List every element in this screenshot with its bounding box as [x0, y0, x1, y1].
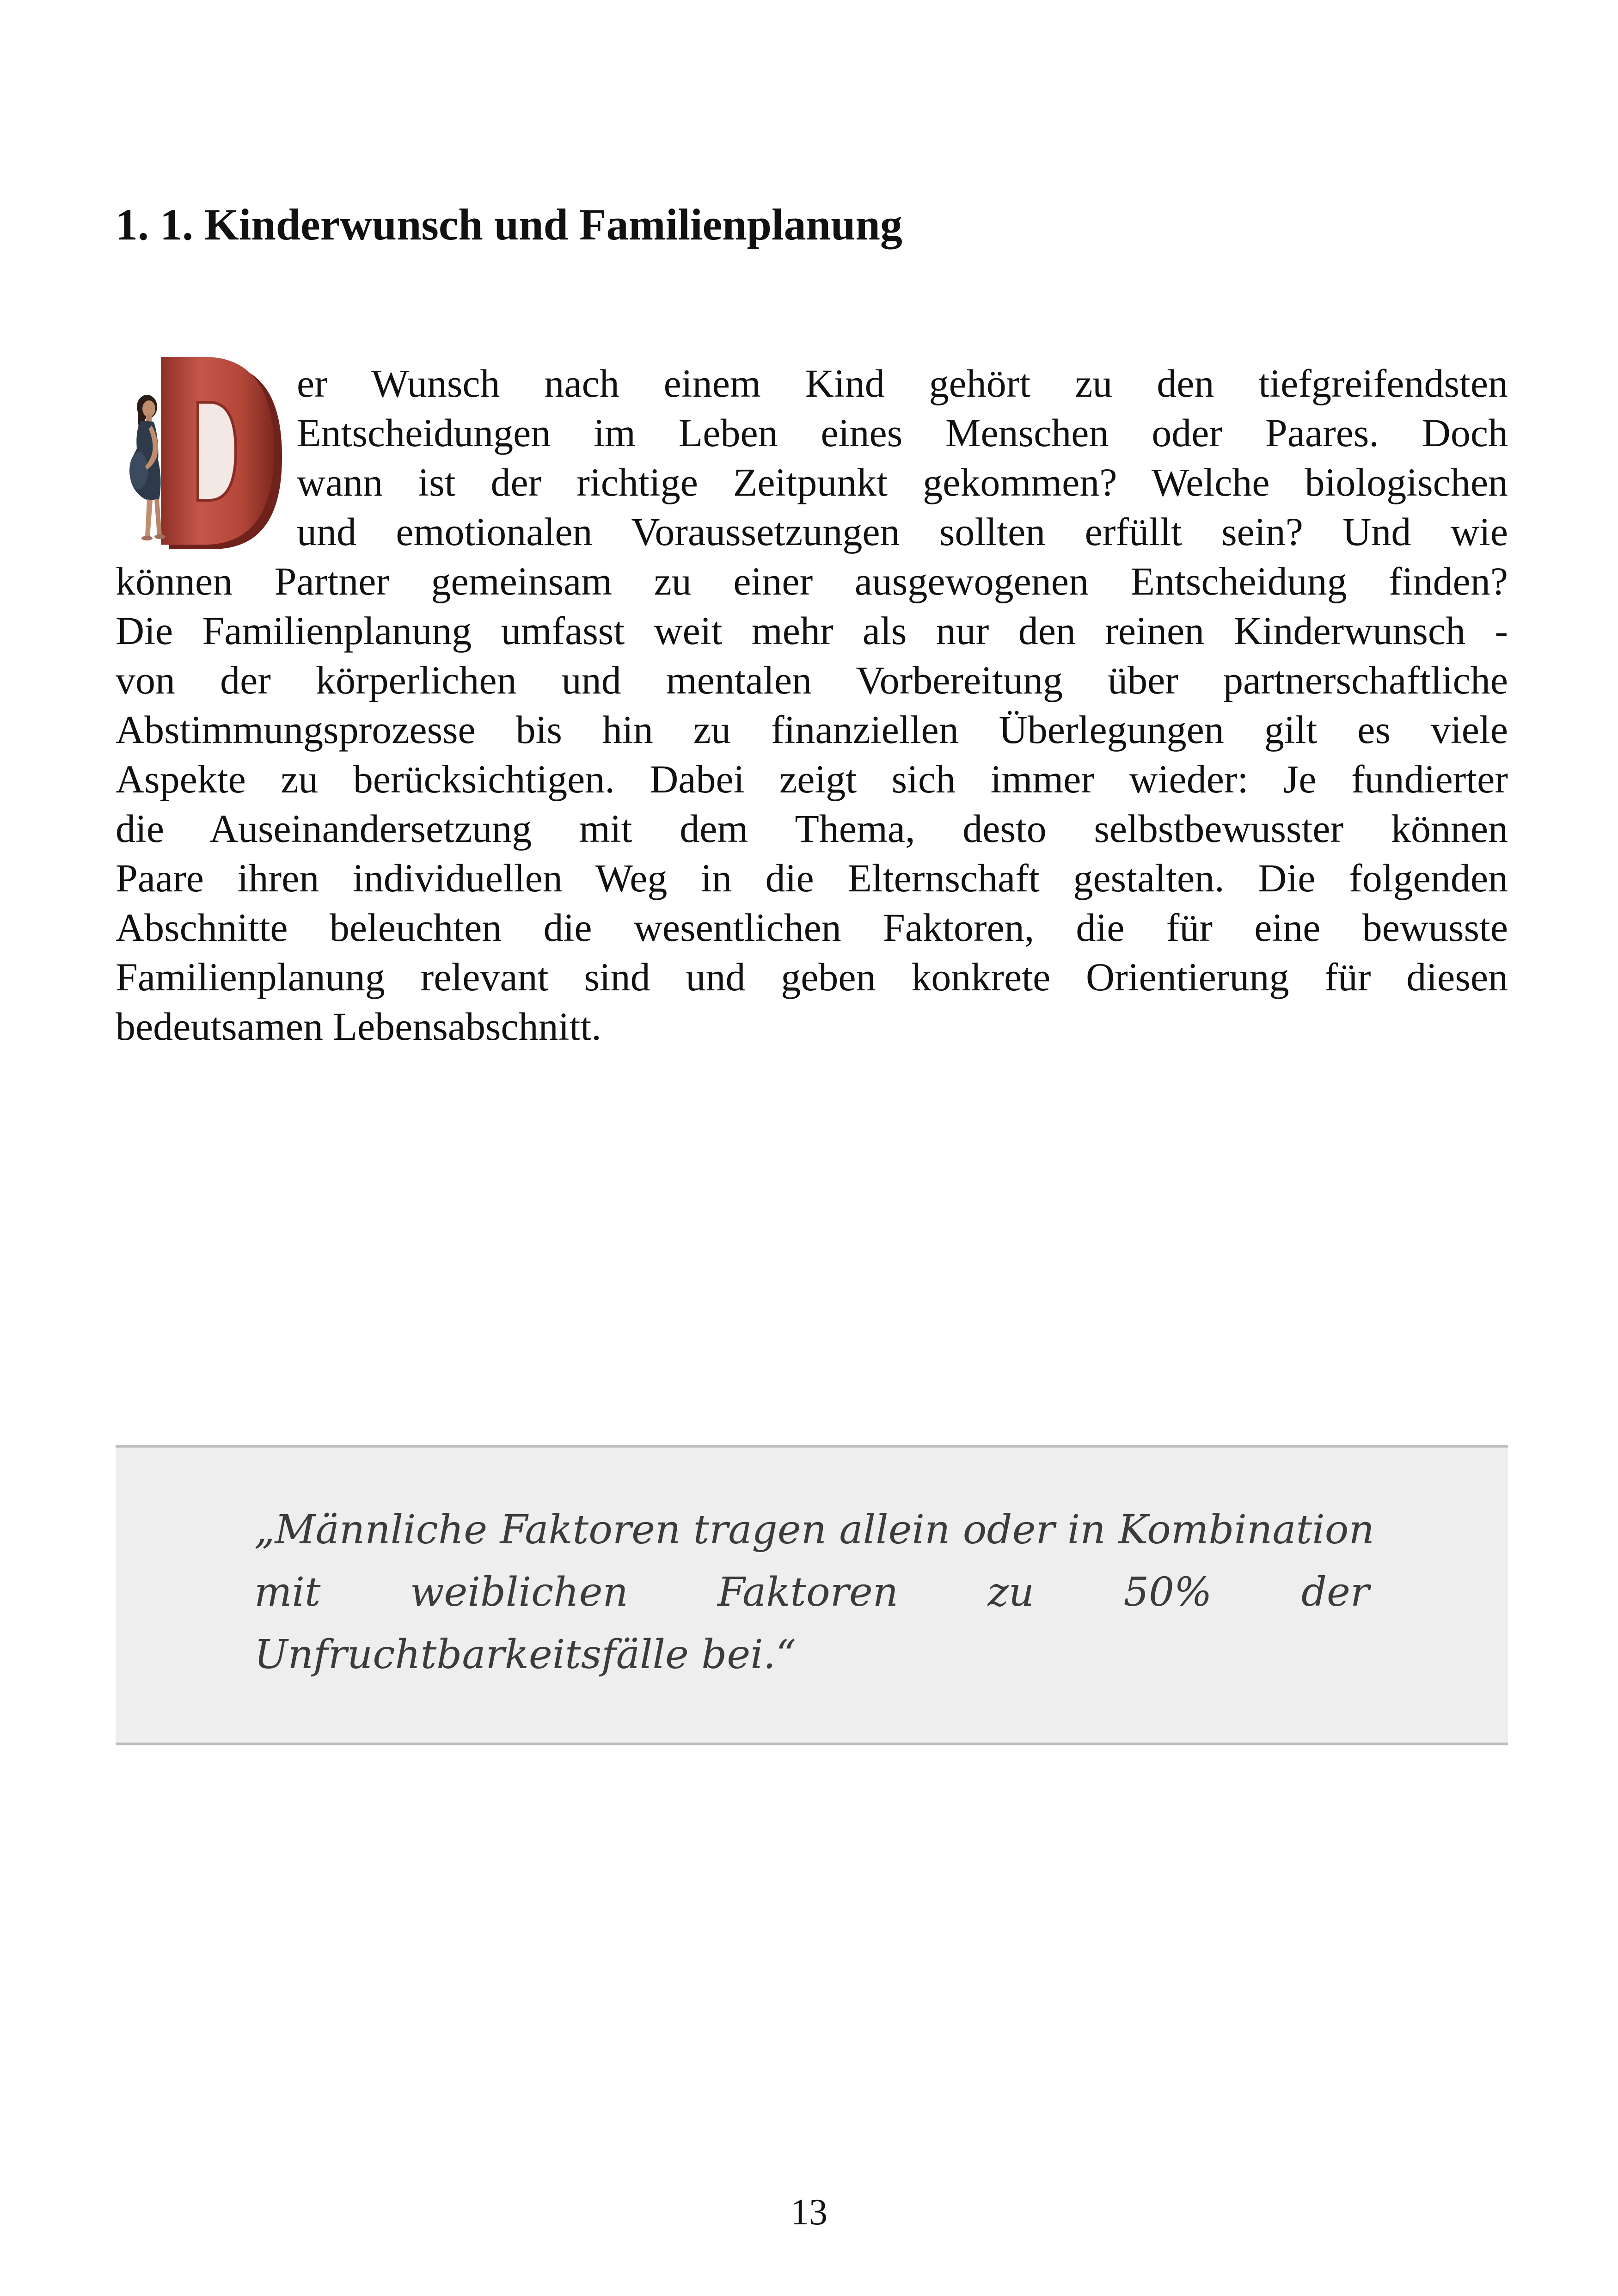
body-line: und emotionalen Voraussetzungen sollten erfüllt sein? Und wie [297, 510, 1508, 554]
quote-line: mit weiblichen Faktoren zu 50% der [254, 1569, 1369, 1615]
body-line: Abstimmungsprozesse bis hin zu finanziellen Überlegungen gilt es viele [116, 707, 1508, 752]
section-heading: 1. 1. Kinderwunsch und Familienplanung [116, 200, 902, 249]
quote-callout [116, 1445, 1508, 1745]
body-line: können Partner gemeinsam zu einer ausgewogenen Entscheidung finden? [116, 559, 1508, 603]
body-line: wann ist der richtige Zeitpunkt gekommen? Welche biologischen [297, 460, 1508, 504]
body-line: Aspekte zu berücksichtigen. Dabei zeigt sich immer wieder: Je fundierter [116, 757, 1508, 801]
dropcap-illustration [115, 351, 286, 555]
page-number: 13 [791, 2192, 827, 2233]
body-line: Entscheidungen im Leben eines Menschen oder Paares. Doch [297, 411, 1508, 455]
body-line: die Auseinandersetzung mit dem Thema, desto selbstbewusster können [116, 806, 1508, 851]
body-line: Paare ihren individuellen Weg in die Elternschaft gestalten. Die folgenden [116, 856, 1508, 900]
woman-figure-icon [129, 395, 165, 540]
body-line: Abschnitte beleuchten die wesentlichen Faktoren, die für eine bewusste [116, 905, 1508, 950]
body-line: von der körperlichen und mentalen Vorbereitung über partnerschaftliche [116, 658, 1508, 702]
body-line: Familienplanung relevant sind und geben konkrete Orientierung für diesen [116, 955, 1508, 999]
body-line: bedeutsamen Lebensabschnitt. [116, 1004, 601, 1049]
quote-line: „Männliche Faktoren tragen allein oder in Kombination [254, 1507, 1374, 1553]
body-line: er Wunsch nach einem Kind gehört zu den tiefgreifendsten [297, 361, 1508, 405]
quote-line: Unfruchtbarkeitsfälle bei.“ [254, 1632, 797, 1678]
body-line: Die Familienplanung umfasst weit mehr als nur den reinen Kinderwunsch - [116, 608, 1508, 653]
